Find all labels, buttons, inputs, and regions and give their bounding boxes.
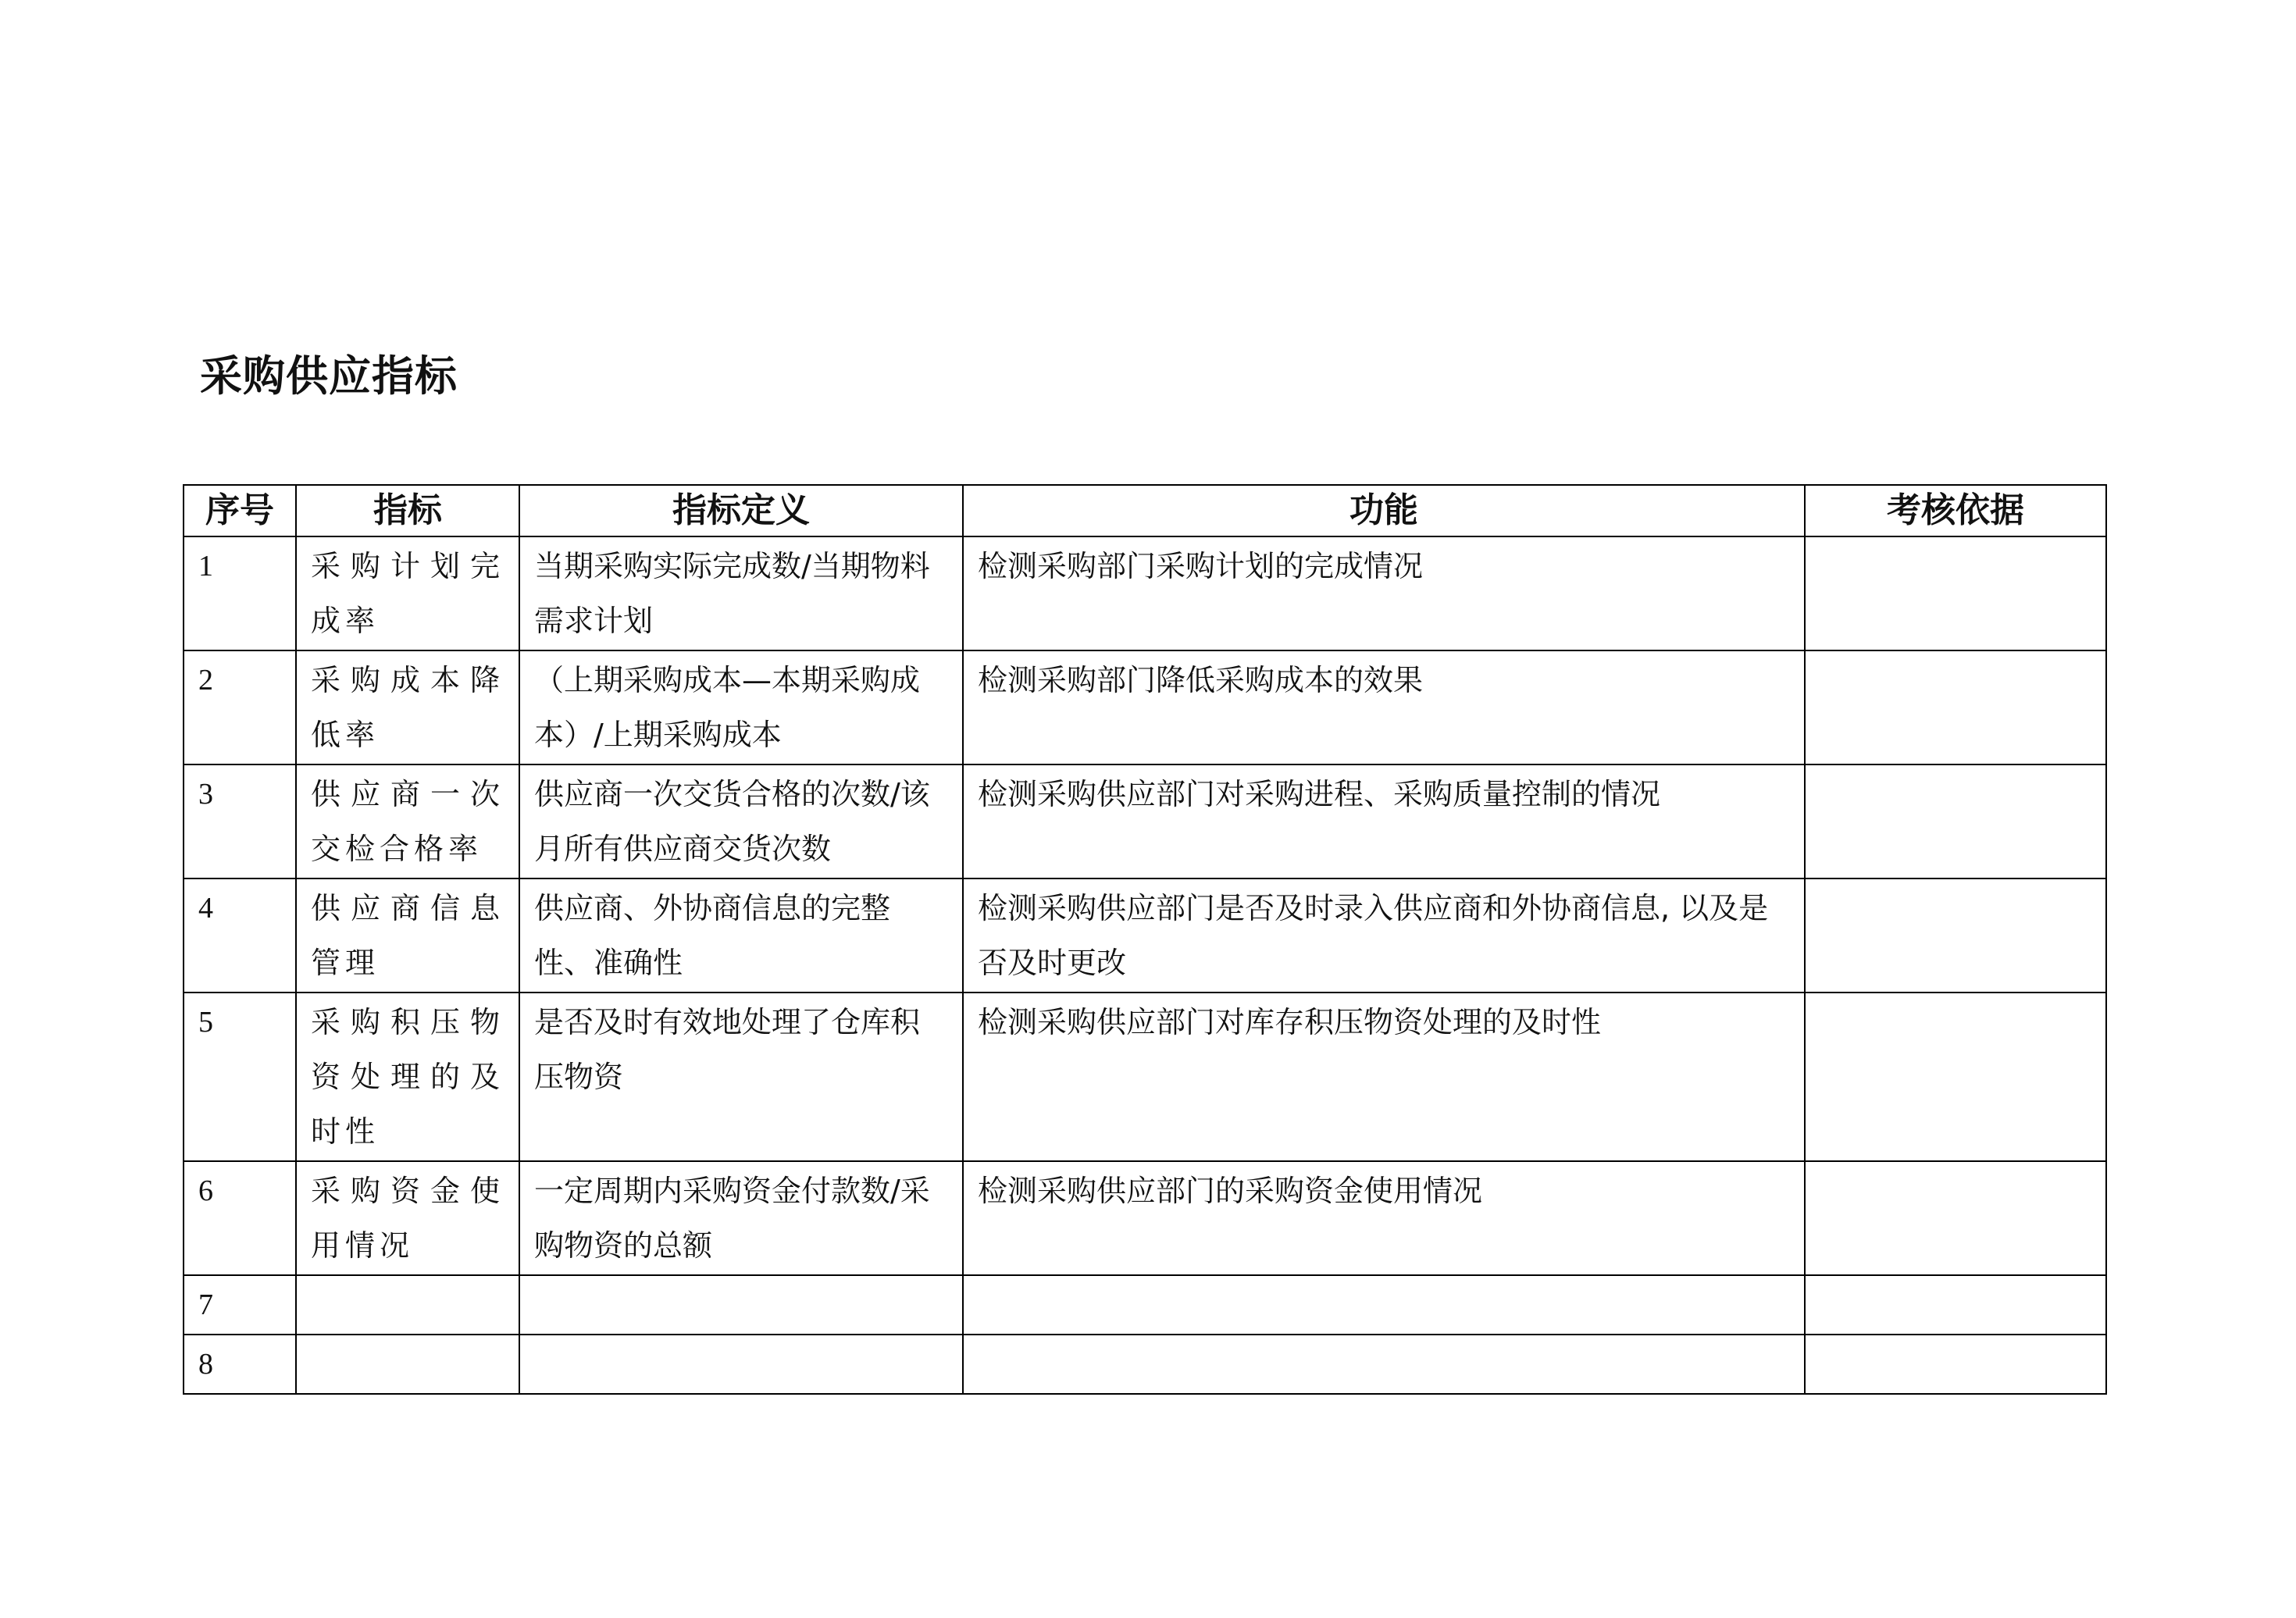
cell-definition: 供应商一次交货合格的次数/该月所有供应商交货次数 — [519, 764, 963, 878]
cell-definition — [519, 1335, 963, 1394]
cell-no: 3 — [184, 764, 296, 878]
cell-no: 7 — [184, 1275, 296, 1335]
cell-basis — [1805, 764, 2106, 878]
cell-function: 检测采购供应部门对采购进程、采购质量控制的情况 — [963, 764, 1805, 878]
cell-function — [963, 1275, 1805, 1335]
table-row — [184, 1335, 2106, 1394]
indicator-table — [183, 484, 2107, 1395]
cell-basis — [1805, 650, 2106, 764]
cell-definition: 一定周期内采购资金付款数/采购物资的总额 — [519, 1161, 963, 1275]
cell-no: 5 — [184, 993, 296, 1161]
table-row — [184, 1275, 2106, 1335]
cell-no: 1 — [184, 536, 296, 650]
table-header-row — [184, 485, 2106, 536]
cell-function: 检测采购供应部门是否及时录入供应商和外协商信息, 以及是否及时更改 — [963, 878, 1805, 993]
cell-no: 4 — [184, 878, 296, 993]
cell-no: 2 — [184, 650, 296, 764]
cell-indicator: 采购资金使用情况 — [296, 1161, 519, 1275]
header-definition: 指标定义 — [519, 485, 963, 536]
cell-basis — [1805, 993, 2106, 1161]
table-row — [184, 764, 2106, 878]
cell-basis — [1805, 878, 2106, 993]
table-row — [184, 650, 2106, 764]
cell-function: 检测采购供应部门的采购资金使用情况 — [963, 1161, 1805, 1275]
cell-indicator: 采购成本降低率 — [296, 650, 519, 764]
cell-definition: 是否及时有效地处理了仓库积压物资 — [519, 993, 963, 1161]
cell-definition: 当期采购实际完成数/当期物料需求计划 — [519, 536, 963, 650]
page-title: 采购供应指标 — [200, 351, 458, 401]
cell-indicator: 采购计划完成率 — [296, 536, 519, 650]
cell-basis — [1805, 1275, 2106, 1335]
cell-function: 检测采购部门采购计划的完成情况 — [963, 536, 1805, 650]
cell-no: 6 — [184, 1161, 296, 1275]
header-basis: 考核依据 — [1805, 485, 2106, 536]
cell-definition — [519, 1275, 963, 1335]
table-row — [184, 536, 2106, 650]
cell-function — [963, 1335, 1805, 1394]
header-no: 序号 — [184, 485, 296, 536]
cell-indicator — [296, 1275, 519, 1335]
cell-indicator: 采购积压物资处理的及时性 — [296, 993, 519, 1161]
cell-basis — [1805, 1161, 2106, 1275]
cell-definition: （上期采购成本—本期采购成本）/上期采购成本 — [519, 650, 963, 764]
header-function: 功能 — [963, 485, 1805, 536]
header-indicator: 指标 — [296, 485, 519, 536]
cell-basis — [1805, 1335, 2106, 1394]
cell-no: 8 — [184, 1335, 296, 1394]
cell-indicator: 供应商一次交检合格率 — [296, 764, 519, 878]
cell-basis — [1805, 536, 2106, 650]
cell-function: 检测采购部门降低采购成本的效果 — [963, 650, 1805, 764]
table-row — [184, 993, 2106, 1161]
cell-function: 检测采购供应部门对库存积压物资处理的及时性 — [963, 993, 1805, 1161]
cell-definition: 供应商、外协商信息的完整性、准确性 — [519, 878, 963, 993]
table-row — [184, 1161, 2106, 1275]
cell-indicator — [296, 1335, 519, 1394]
cell-indicator: 供应商信息管理 — [296, 878, 519, 993]
table-row — [184, 878, 2106, 993]
